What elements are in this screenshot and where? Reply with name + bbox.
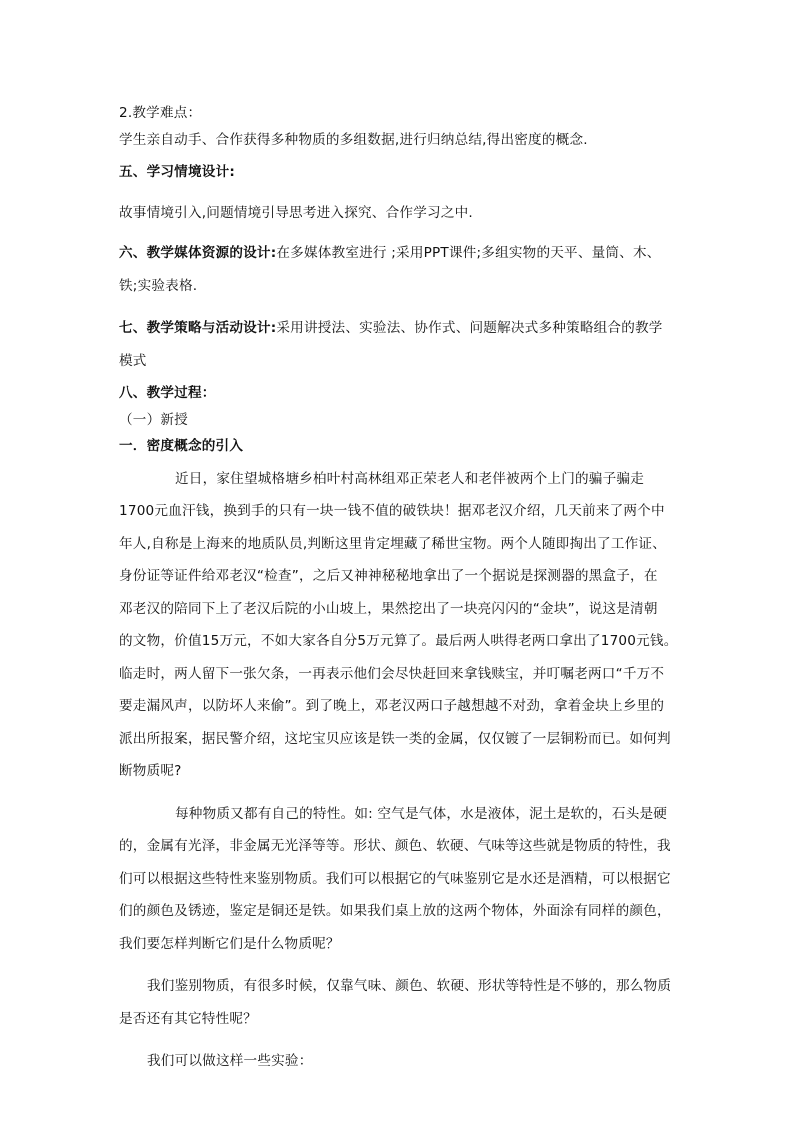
section-seven-title: 七、教学策略与活动设计: (119, 320, 277, 336)
story-line: 邓老汉的陪同下上了老汉后院的小山坡上，果然挖出了一块亮闪闪的“金块”，说这是清朝 (119, 600, 658, 617)
section-five-title: 五、学习情境设计: (119, 164, 235, 180)
properties-paragraph (119, 801, 679, 958)
story-line: 1700元血汗钱，换到手的只有一块一钱不值的破铁块！据邓老汉介绍，几天前来了两个中 (119, 503, 665, 519)
experiment-line: 我们可以做这样一些实验： (147, 1053, 313, 1069)
section-six-text-line1: 在多媒体教室进行 ;采用PPT课件;多组实物的天平、量筒、木、 (276, 245, 661, 261)
section-six (119, 240, 679, 267)
identify-line: 是否还有其它特性呢？ (119, 1010, 257, 1027)
story-line: 近日，家住望城格塘乡柏叶村高林组邓正荣老人和老伴被两个上门的骗子骗走 (175, 470, 644, 487)
section-eight-title: 八、教学过程： (119, 385, 216, 401)
story-line: 派出所报案，据民警介绍，这坨宝贝应该是铁一类的金属，仅仅镀了一层铜粉而已。如何判 (119, 730, 671, 747)
story-line: 断物质呢? (119, 763, 182, 779)
section-seven (119, 315, 679, 342)
section-six-title: 六、教学媒体资源的设计: (119, 245, 277, 261)
story-line: 的文物，价值15万元，不如大家各自分5万元算了。最后两人哄得老两口拿出了1700元钱。 (119, 633, 678, 649)
properties-line: 我们要怎样判断它们是什么物质呢？ (119, 935, 340, 952)
density-intro-title: 一．密度概念的引入 (119, 438, 244, 454)
story-paragraph (119, 466, 679, 785)
section-seven-text-line2: 模式 (119, 352, 147, 369)
document-body (119, 100, 679, 1075)
identify-paragraph (119, 973, 679, 1032)
difficulty-text: 学生亲自动手、合作获得多种物质的多组数据,进行归纳总结,得出密度的概念. (119, 131, 588, 148)
difficulty-title: 2.教学难点： (119, 105, 202, 121)
story-line: 临走时，两人留下一张欠条，一再表示他们会尽快赶回来拿钱赎宝，并叮嘱老两口“千万不 (119, 665, 665, 682)
section-eight-subtitle: （一）新授 (119, 411, 188, 428)
section-seven-text-line1: 采用讲授法、实验法、协作式、问题解决式多种策略组合的教学 (276, 320, 663, 336)
story-line: 年人,自称是上海来的地质队员,判断这里肯定埋藏了稀世宝物。两个人随即掏出了工作证、 (119, 535, 666, 552)
identify-line: 我们鉴别物质，有很多时候，仅靠气味、颜色、软硬、形状等特性是不够的，那么物质 (147, 978, 672, 994)
section-five-text: 故事情境引入,问题情境引导思考进入探究、合作学习之中. (119, 204, 473, 221)
properties-line: 们的颜色及锈迹，鉴定是铜还是铁。如果我们桌上放的这两个物体，外面涂有同样的颜色， (119, 903, 671, 919)
section-six-text-line2: 铁;实验表格. (119, 277, 198, 294)
properties-line: 每种物质又都有自己的特性。如: 空气是气体，水是液体，泥土是软的，石头是硬 (175, 805, 668, 822)
properties-line: 们可以根据这些特性来鉴别物质。我们可以根据它的气味鉴别它是水还是酒精，可以根据它 (119, 870, 671, 887)
story-line: 身份证等证件给邓老汉“检查”，之后又神神秘秘地拿出了一个据说是探测器的黑盒子，在 (119, 568, 658, 584)
story-line: 要走漏风声，以防坏人来偷”。到了晚上，邓老汉两口子越想越不对劲，拿着金块上乡里的 (119, 698, 665, 714)
properties-line: 的，金属有光泽，非金属无光泽等等。形状、颜色、软硬、气味等这些就是物质的特性，我 (119, 838, 671, 854)
